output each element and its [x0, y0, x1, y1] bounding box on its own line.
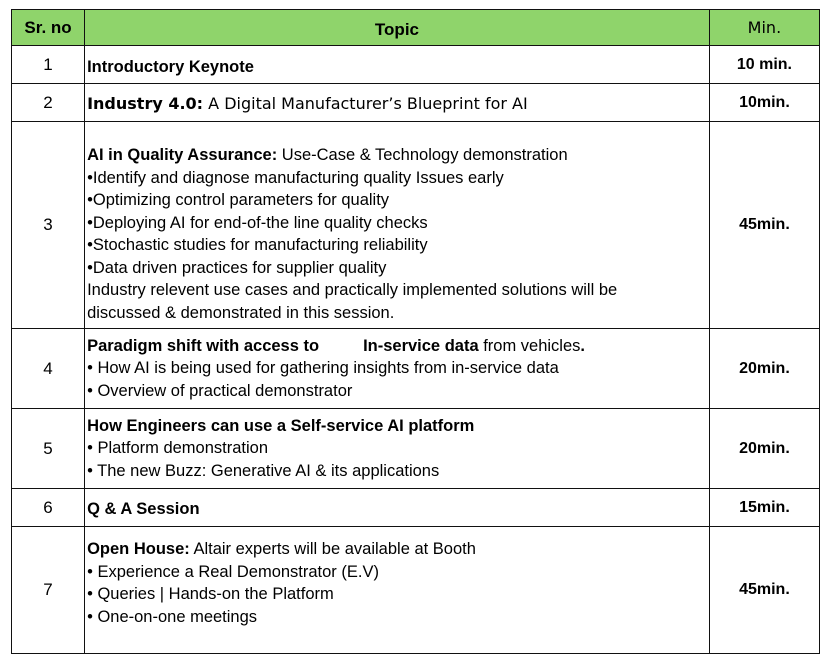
duration-value: 10 min. — [736, 55, 792, 73]
topic-title-rest: Use-Case & Technology demonstration — [277, 146, 568, 164]
sr-number: 1 — [12, 46, 85, 84]
topic-title-bold: AI in Quality Assurance: — [87, 146, 278, 164]
topic-title-end: . — [580, 336, 585, 355]
sr-number: 6 — [12, 489, 85, 527]
agenda-table — [11, 9, 820, 654]
table-row — [12, 122, 820, 329]
topic-cell — [85, 489, 710, 527]
sr-number: 7 — [12, 527, 85, 654]
bullet-item: • Queries | Hands-on the Platform — [87, 585, 334, 603]
topic-title-bold: Industry 4.0: — [87, 94, 204, 114]
table-row — [12, 46, 820, 84]
topic-title-bold: Paradigm shift with access to — [87, 336, 320, 355]
table-row — [12, 409, 820, 489]
topic-cell — [85, 329, 710, 409]
bullet-item: •Data driven practices for supplier quality — [87, 258, 387, 277]
duration-value: 20min. — [739, 359, 790, 377]
duration-value: 45min. — [739, 216, 790, 233]
header-min: Min. — [709, 10, 819, 46]
duration-value: 15min. — [739, 498, 790, 516]
bullet-item: • How AI is being used for gathering insights from in-service data — [87, 359, 559, 378]
header-topic: Topic — [85, 10, 710, 46]
duration-value: 20min. — [739, 439, 790, 457]
table-row — [12, 489, 820, 527]
sr-number: 4 — [12, 329, 85, 409]
topic-title-rest: from vehicles — [478, 336, 581, 355]
duration-cell — [709, 329, 819, 409]
bullet-item: •Deploying AI for end-of-the line quality checks — [87, 213, 428, 232]
bullet-item: •Identify and diagnose manufacturing quality Issues early — [87, 168, 504, 187]
duration-cell — [709, 489, 819, 527]
bullet-item: •Optimizing control parameters for quality — [87, 191, 390, 209]
duration-cell — [709, 527, 819, 654]
sr-number: 3 — [12, 122, 85, 329]
duration-cell — [709, 46, 819, 84]
sr-number: 5 — [12, 409, 85, 489]
bullet-item: • Overview of practical demonstrator — [87, 381, 353, 400]
bullet-item: •Stochastic studies for manufacturing reliability — [87, 236, 428, 254]
topic-title: How Engineers can use a Self-service AI platform — [87, 416, 475, 435]
bullet-item: • Platform demonstration — [87, 439, 269, 458]
duration-cell — [709, 84, 819, 122]
topic-title-rest: A Digital Manufacturer’s Blueprint for AI — [203, 94, 528, 114]
topic-title-bold: In-service data — [363, 336, 479, 355]
topic-title-bold: Open House: — [87, 540, 190, 558]
duration-cell — [709, 122, 819, 329]
sr-number: 2 — [12, 84, 85, 122]
session-note: discussed & demonstrated in this session. — [87, 303, 395, 322]
topic-cell — [85, 527, 710, 654]
topic-cell — [85, 122, 710, 329]
topic-title-rest: Altair experts will be available at Booth — [189, 540, 476, 558]
header-sr-no: Sr. no — [12, 10, 85, 46]
table-row — [12, 329, 820, 409]
bullet-item: • One-on-one meetings — [87, 607, 258, 626]
bullet-item: • Experience a Real Demonstrator (E.V) — [87, 562, 379, 581]
duration-value: 45min. — [739, 581, 790, 598]
duration-value: 10min. — [739, 93, 790, 111]
session-note: Industry relevent use cases and practically implemented solutions will be — [87, 281, 618, 299]
table-row — [12, 527, 820, 654]
topic-cell — [85, 46, 710, 84]
table-row — [12, 84, 820, 122]
header-row — [12, 10, 820, 46]
duration-cell — [709, 409, 819, 489]
topic-title: Introductory Keynote — [87, 58, 254, 77]
topic-cell — [85, 409, 710, 489]
bullet-item: • The new Buzz: Generative AI & its applications — [87, 461, 440, 480]
topic-title: Q & A Session — [87, 500, 200, 519]
topic-cell — [85, 84, 710, 122]
